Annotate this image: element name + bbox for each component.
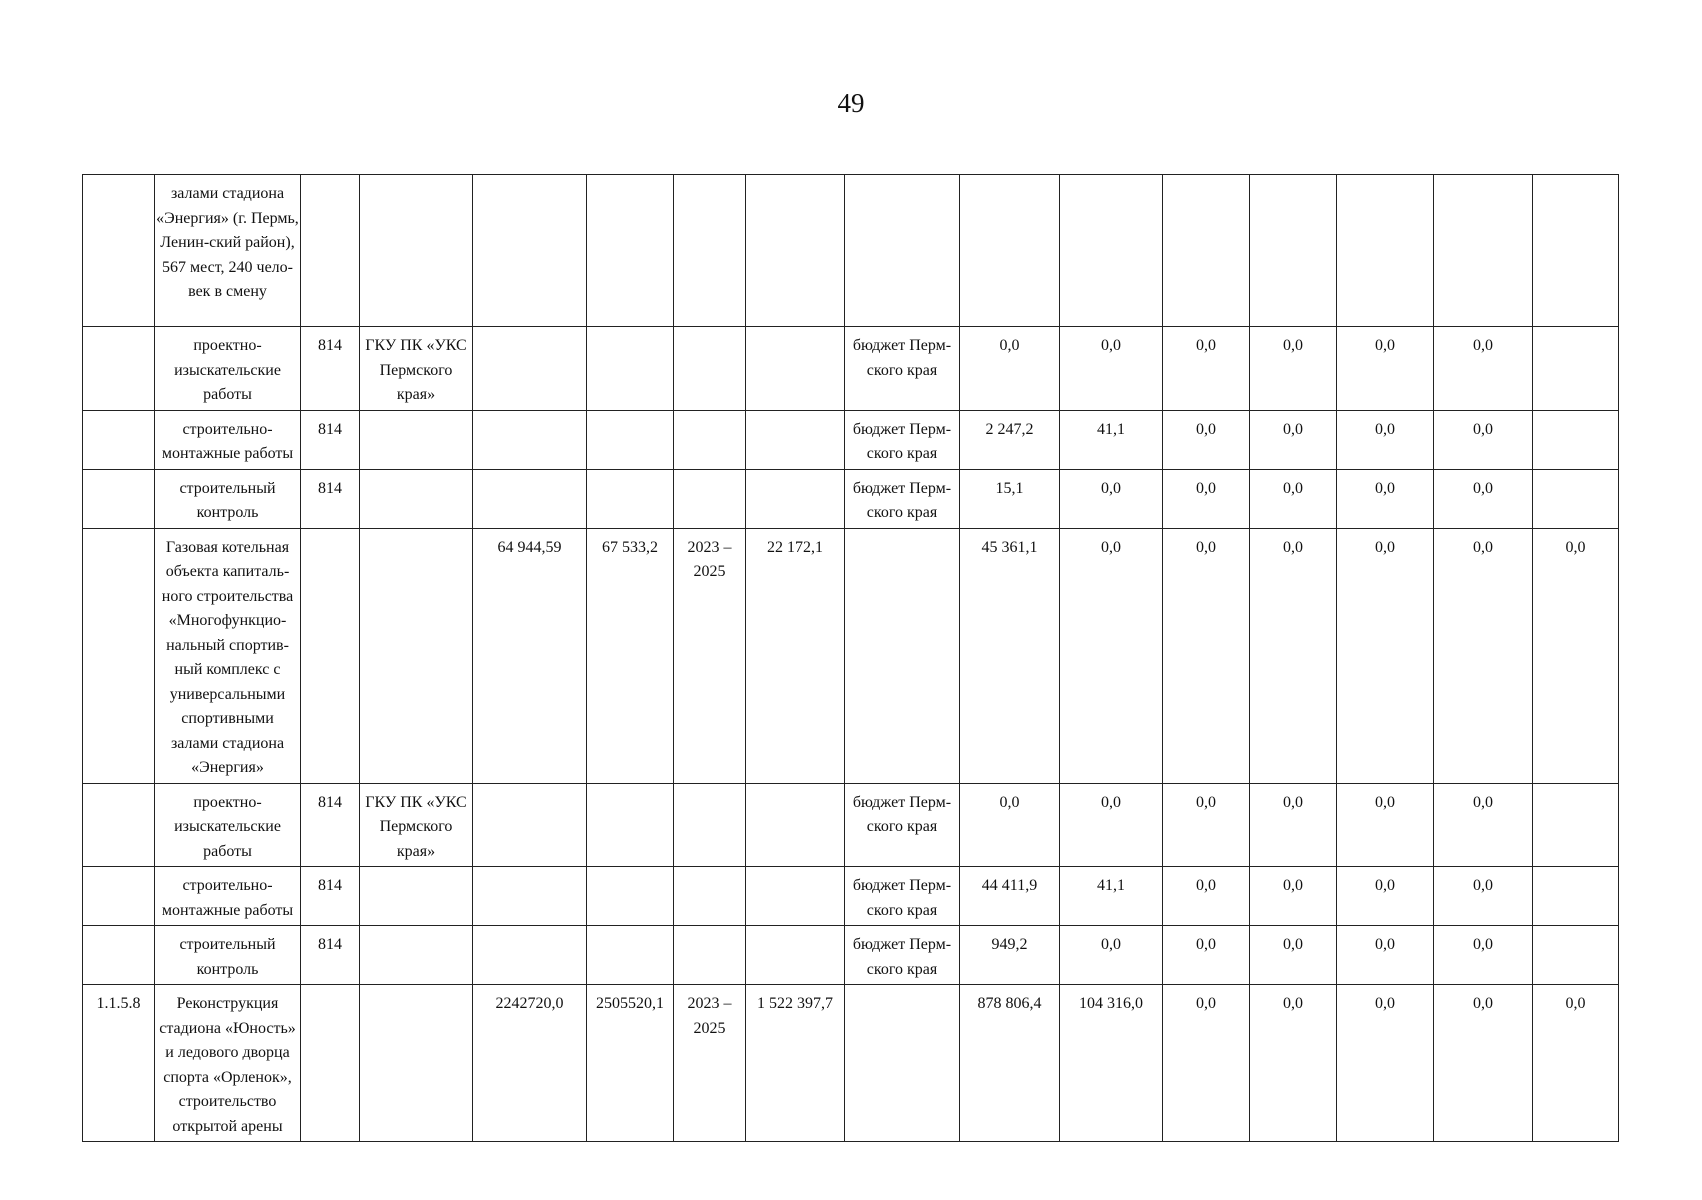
- cell-value: 0,0: [1337, 528, 1434, 783]
- cell-value: 1 522 397,7: [746, 985, 845, 1142]
- cell-executor: [360, 528, 473, 783]
- cell-value: 0,0: [1163, 926, 1250, 985]
- cell-code: [83, 528, 155, 783]
- cell-value: 0,0: [1337, 410, 1434, 469]
- cell-value: 0,0: [1337, 327, 1434, 411]
- cell-executor: [360, 175, 473, 327]
- cell-code: [83, 175, 155, 327]
- cell-name: Реконструкция стадиона «Юность» и ледового дворца спорта «Орленок», строительство открытой арены: [155, 985, 301, 1142]
- cell-name: залами стадиона «Энергия» (г. Пермь, Ленин-ский район), 567 мест, 240 чело-век в смену: [155, 175, 301, 327]
- table-row: [83, 985, 1619, 1142]
- cell-value: [746, 867, 845, 926]
- cell-value: 0,0: [1060, 327, 1163, 411]
- cell-name: строительно-монтажные работы: [155, 410, 301, 469]
- cell-period: [674, 926, 746, 985]
- cell-value: [746, 469, 845, 528]
- cell-code: 1.1.5.8: [83, 985, 155, 1142]
- cell-value: [1060, 175, 1163, 327]
- cell-value: 0,0: [1250, 867, 1337, 926]
- cell-value: 2 247,2: [960, 410, 1060, 469]
- cell-value: [1337, 175, 1434, 327]
- table-row: [83, 867, 1619, 926]
- cell-grbs: 814: [301, 327, 360, 411]
- cell-executor: [360, 410, 473, 469]
- cell-value: [746, 175, 845, 327]
- cell-name: строительно-монтажные работы: [155, 867, 301, 926]
- cell-value: [1533, 175, 1619, 327]
- cell-value: 2505520,1: [587, 985, 674, 1142]
- cell-source: бюджет Перм-ского края: [845, 867, 960, 926]
- cell-source: [845, 175, 960, 327]
- cell-name: проектно-изыскательские работы: [155, 783, 301, 867]
- cell-value: 0,0: [1533, 528, 1619, 783]
- table-row: [83, 469, 1619, 528]
- cell-value: 0,0: [1250, 469, 1337, 528]
- cell-grbs: 814: [301, 926, 360, 985]
- cell-value: 878 806,4: [960, 985, 1060, 1142]
- cell-value: 0,0: [1337, 985, 1434, 1142]
- cell-value: 0,0: [960, 783, 1060, 867]
- cell-value: 0,0: [1250, 410, 1337, 469]
- cell-code: [83, 783, 155, 867]
- cell-code: [83, 327, 155, 411]
- cell-value: 2242720,0: [473, 985, 587, 1142]
- cell-grbs: 814: [301, 410, 360, 469]
- cell-value: 22 172,1: [746, 528, 845, 783]
- cell-value: 0,0: [1434, 867, 1533, 926]
- cell-executor: [360, 926, 473, 985]
- cell-value: [587, 469, 674, 528]
- cell-value: 41,1: [1060, 410, 1163, 469]
- cell-period: 2023 – 2025: [674, 985, 746, 1142]
- cell-value: [473, 469, 587, 528]
- cell-value: [746, 410, 845, 469]
- cell-value: 0,0: [1250, 528, 1337, 783]
- cell-source: [845, 528, 960, 783]
- budget-table: [82, 174, 1619, 1142]
- cell-value: [587, 783, 674, 867]
- cell-value: [473, 783, 587, 867]
- cell-value: [746, 783, 845, 867]
- cell-value: [473, 175, 587, 327]
- table-row: [83, 327, 1619, 411]
- cell-value: 0,0: [1163, 528, 1250, 783]
- cell-value: [960, 175, 1060, 327]
- cell-name: строительный контроль: [155, 926, 301, 985]
- cell-period: [674, 327, 746, 411]
- cell-value: 0,0: [1434, 528, 1533, 783]
- cell-value: [587, 327, 674, 411]
- page-number: 49: [837, 88, 865, 118]
- cell-value: 44 411,9: [960, 867, 1060, 926]
- cell-value: [746, 327, 845, 411]
- cell-value: 0,0: [1060, 926, 1163, 985]
- cell-value: 0,0: [1533, 985, 1619, 1142]
- cell-value: 0,0: [1163, 783, 1250, 867]
- cell-executor: ГКУ ПК «УКС Пермского края»: [360, 783, 473, 867]
- cell-grbs: [301, 985, 360, 1142]
- cell-source: [845, 985, 960, 1142]
- cell-value: [1533, 867, 1619, 926]
- cell-value: 0,0: [1337, 783, 1434, 867]
- cell-source: бюджет Перм-ского края: [845, 327, 960, 411]
- cell-value: 0,0: [1250, 985, 1337, 1142]
- cell-name: проектно-изыскательские работы: [155, 327, 301, 411]
- cell-value: 104 316,0: [1060, 985, 1163, 1142]
- table-row: [83, 528, 1619, 783]
- cell-period: [674, 175, 746, 327]
- cell-value: [1533, 327, 1619, 411]
- cell-source: бюджет Перм-ского края: [845, 926, 960, 985]
- cell-value: 0,0: [1434, 985, 1533, 1142]
- cell-value: [587, 867, 674, 926]
- cell-value: 64 944,59: [473, 528, 587, 783]
- cell-value: [587, 410, 674, 469]
- cell-value: 15,1: [960, 469, 1060, 528]
- cell-value: 0,0: [1434, 926, 1533, 985]
- cell-value: 45 361,1: [960, 528, 1060, 783]
- cell-value: [1434, 175, 1533, 327]
- cell-value: 0,0: [1163, 327, 1250, 411]
- cell-period: [674, 867, 746, 926]
- cell-value: 0,0: [1434, 783, 1533, 867]
- cell-value: 0,0: [1060, 528, 1163, 783]
- cell-period: [674, 410, 746, 469]
- cell-value: 0,0: [1434, 327, 1533, 411]
- cell-grbs: 814: [301, 469, 360, 528]
- cell-code: [83, 926, 155, 985]
- cell-value: [473, 926, 587, 985]
- cell-value: 0,0: [1250, 783, 1337, 867]
- cell-executor: [360, 985, 473, 1142]
- cell-source: бюджет Перм-ского края: [845, 469, 960, 528]
- cell-code: [83, 410, 155, 469]
- table-row: [83, 926, 1619, 985]
- cell-code: [83, 867, 155, 926]
- cell-grbs: 814: [301, 783, 360, 867]
- cell-value: 949,2: [960, 926, 1060, 985]
- cell-value: 0,0: [1434, 469, 1533, 528]
- cell-executor: [360, 469, 473, 528]
- cell-value: [1533, 469, 1619, 528]
- cell-value: [746, 926, 845, 985]
- cell-code: [83, 469, 155, 528]
- cell-value: [1533, 926, 1619, 985]
- table-row: [83, 410, 1619, 469]
- cell-value: 0,0: [1434, 410, 1533, 469]
- cell-value: [473, 867, 587, 926]
- cell-source: бюджет Перм-ского края: [845, 410, 960, 469]
- cell-value: 0,0: [1163, 985, 1250, 1142]
- cell-value: 41,1: [1060, 867, 1163, 926]
- cell-value: 0,0: [960, 327, 1060, 411]
- cell-value: 0,0: [1060, 469, 1163, 528]
- cell-grbs: [301, 175, 360, 327]
- cell-value: 0,0: [1163, 469, 1250, 528]
- cell-value: 0,0: [1163, 867, 1250, 926]
- cell-period: 2023 – 2025: [674, 528, 746, 783]
- cell-period: [674, 783, 746, 867]
- cell-value: 0,0: [1163, 410, 1250, 469]
- cell-name: Газовая котельная объекта капиталь-ного строительства «Многофункцио-нальный спортив-ный комплекс с универсальными спортивными залами стадиона «Энергия»: [155, 528, 301, 783]
- cell-period: [674, 469, 746, 528]
- cell-value: 0,0: [1250, 926, 1337, 985]
- cell-executor: ГКУ ПК «УКС Пермского края»: [360, 327, 473, 411]
- cell-value: 67 533,2: [587, 528, 674, 783]
- table-row: [83, 783, 1619, 867]
- cell-value: 0,0: [1337, 926, 1434, 985]
- cell-grbs: 814: [301, 867, 360, 926]
- cell-value: [1533, 783, 1619, 867]
- table-row: [83, 175, 1619, 327]
- cell-source: бюджет Перм-ского края: [845, 783, 960, 867]
- cell-grbs: [301, 528, 360, 783]
- cell-value: [1250, 175, 1337, 327]
- cell-value: [1533, 410, 1619, 469]
- cell-value: [473, 327, 587, 411]
- cell-executor: [360, 867, 473, 926]
- cell-value: [587, 175, 674, 327]
- cell-value: [473, 410, 587, 469]
- cell-value: 0,0: [1337, 469, 1434, 528]
- cell-value: 0,0: [1060, 783, 1163, 867]
- cell-value: [1163, 175, 1250, 327]
- cell-value: 0,0: [1337, 867, 1434, 926]
- cell-value: [587, 926, 674, 985]
- cell-value: 0,0: [1250, 327, 1337, 411]
- table-body: [83, 175, 1619, 1142]
- cell-name: строительный контроль: [155, 469, 301, 528]
